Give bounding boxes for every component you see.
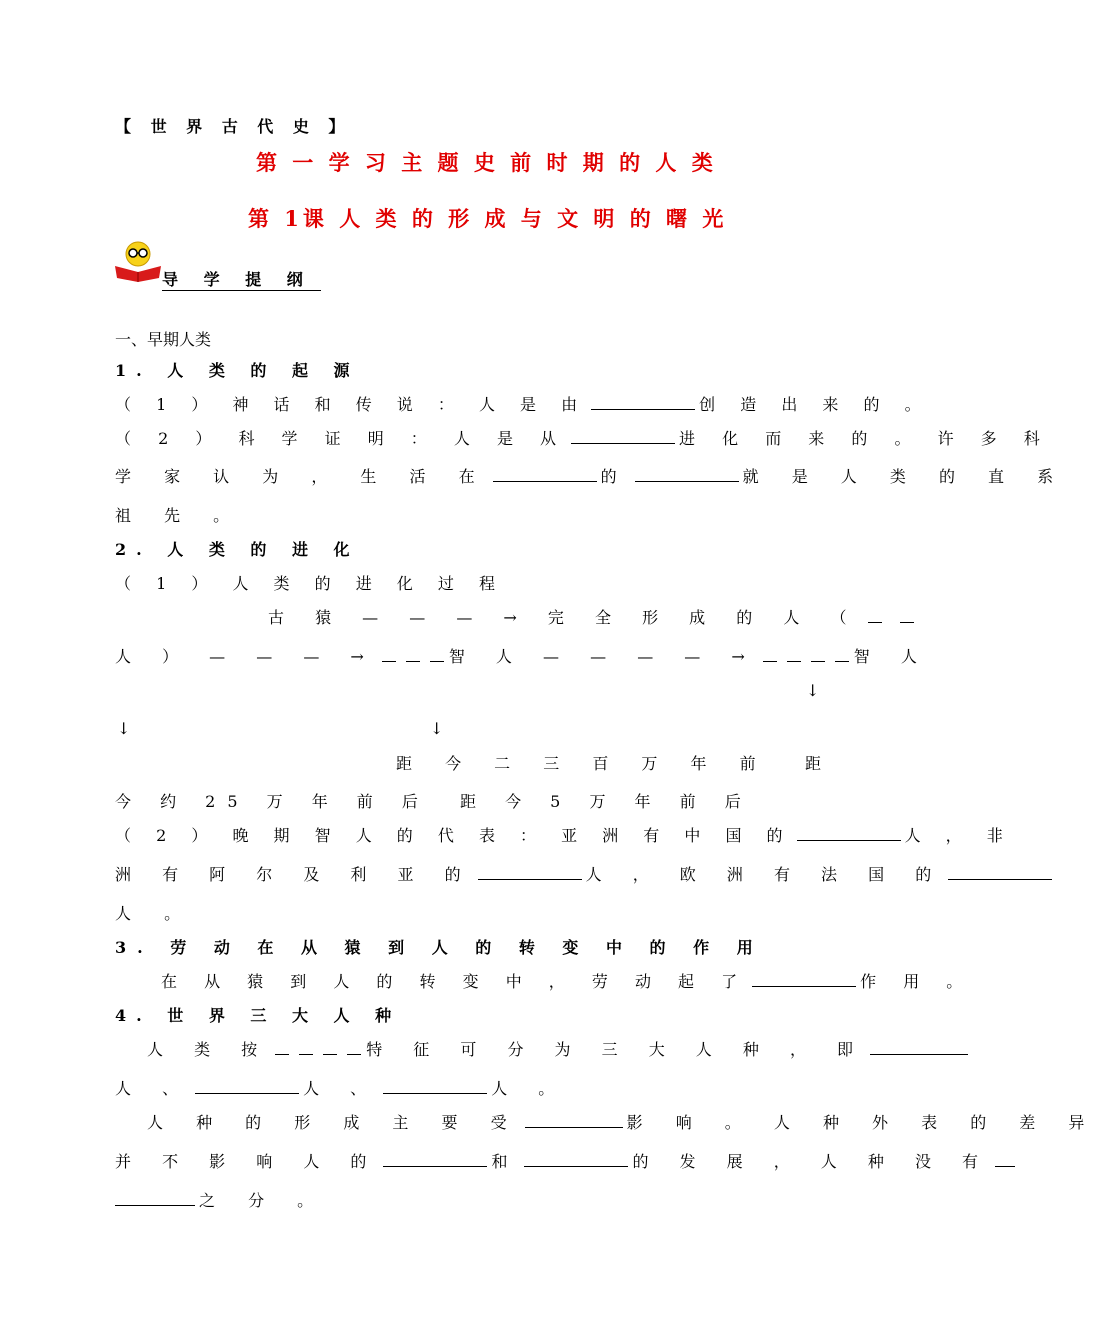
subheading-races: 4. 世 界 三 大 人 种 xyxy=(115,1006,402,1025)
origin-line-1: （ 1 ） 神 话 和 传 说 ： 人 是 由 创 造 出 来 的 。 xyxy=(115,395,931,414)
evolution-chain-line-1: 古 猿 — — — → 完 全 形 成 的 人 （ xyxy=(268,608,923,628)
origin-line-3: 学 家 认 为 ， 生 活 在 的 就 是 人 类 的 直 系 xyxy=(115,467,1068,486)
evolution-process-label: （ 1 ） 人 类 的 进 化 过 程 xyxy=(115,574,505,593)
section-heading: 一、早期人类 xyxy=(115,330,212,349)
reading-mascot-icon xyxy=(113,240,163,282)
late-homo-sapiens-line-3: 人 。 xyxy=(115,904,195,923)
evolution-chain-line-2: 人 ） — — — → 智 人 — — — — → 智 人 xyxy=(115,647,930,666)
time-label-3: 距 今 5 万 年 前 后 xyxy=(460,792,753,811)
origin-line-4: 祖 先 。 xyxy=(115,506,244,525)
lesson-title: 第 1课 人 类 的 形 成 与 文 明 的 曙 光 xyxy=(248,206,728,231)
races-line-1: 人 类 按 特 征 可 分 为 三 大 人 种 ， 即 xyxy=(147,1040,972,1060)
down-arrow-icon: ↓ xyxy=(806,681,820,700)
theme-title: 第 一 学 习 主 题 史 前 时 期 的 人 类 xyxy=(256,150,717,175)
late-homo-sapiens-line-1: （ 2 ） 晚 期 智 人 的 代 表 ： 亚 洲 有 中 国 的 人 ， 非 xyxy=(115,826,1013,845)
races-line-4: 并 不 影 响 人 的 和 的 发 展 ， 人 种 没 有 xyxy=(115,1152,1019,1172)
late-homo-sapiens-line-2: 洲 有 阿 尔 及 利 亚 的 人 ， 欧 洲 有 法 国 的 xyxy=(115,865,1056,885)
races-line-5: 之 分 。 xyxy=(115,1191,327,1211)
time-label-1: 距 今 二 三 百 万 年 前 xyxy=(396,754,770,773)
origin-line-2: （ 2 ） 科 学 证 明 ： 人 是 从 进 化 而 来 的 。 许 多 科 xyxy=(115,429,1051,448)
labor-line: 在 从 猿 到 人 的 转 变 中 ， 劳 动 起 了 作 用 。 xyxy=(161,972,974,991)
down-arrow-icon: ↓ xyxy=(430,719,444,738)
races-line-3: 人 种 的 形 成 主 要 受 影 响 。 人 种 外 表 的 差 异 xyxy=(147,1113,1098,1132)
subheading-evolution: 2. 人 类 的 进 化 xyxy=(115,540,360,559)
time-label-2-start: 距 xyxy=(805,754,829,773)
races-line-2: 人 、 人 、 人 。 xyxy=(115,1079,568,1098)
down-arrow-icon: ↓ xyxy=(117,719,131,738)
time-label-2-end: 今 约 25 万 年 前 后 xyxy=(115,792,430,811)
subheading-labor: 3. 劳 动 在 从 猿 到 人 的 转 变 中 的 作 用 xyxy=(115,938,764,957)
outline-label: 导 学 提 纲 xyxy=(162,270,321,291)
subheading-origin: 1. 人 类 的 起 源 xyxy=(115,361,360,380)
header-tag: 【 世 界 古 代 史 】 xyxy=(115,117,352,136)
